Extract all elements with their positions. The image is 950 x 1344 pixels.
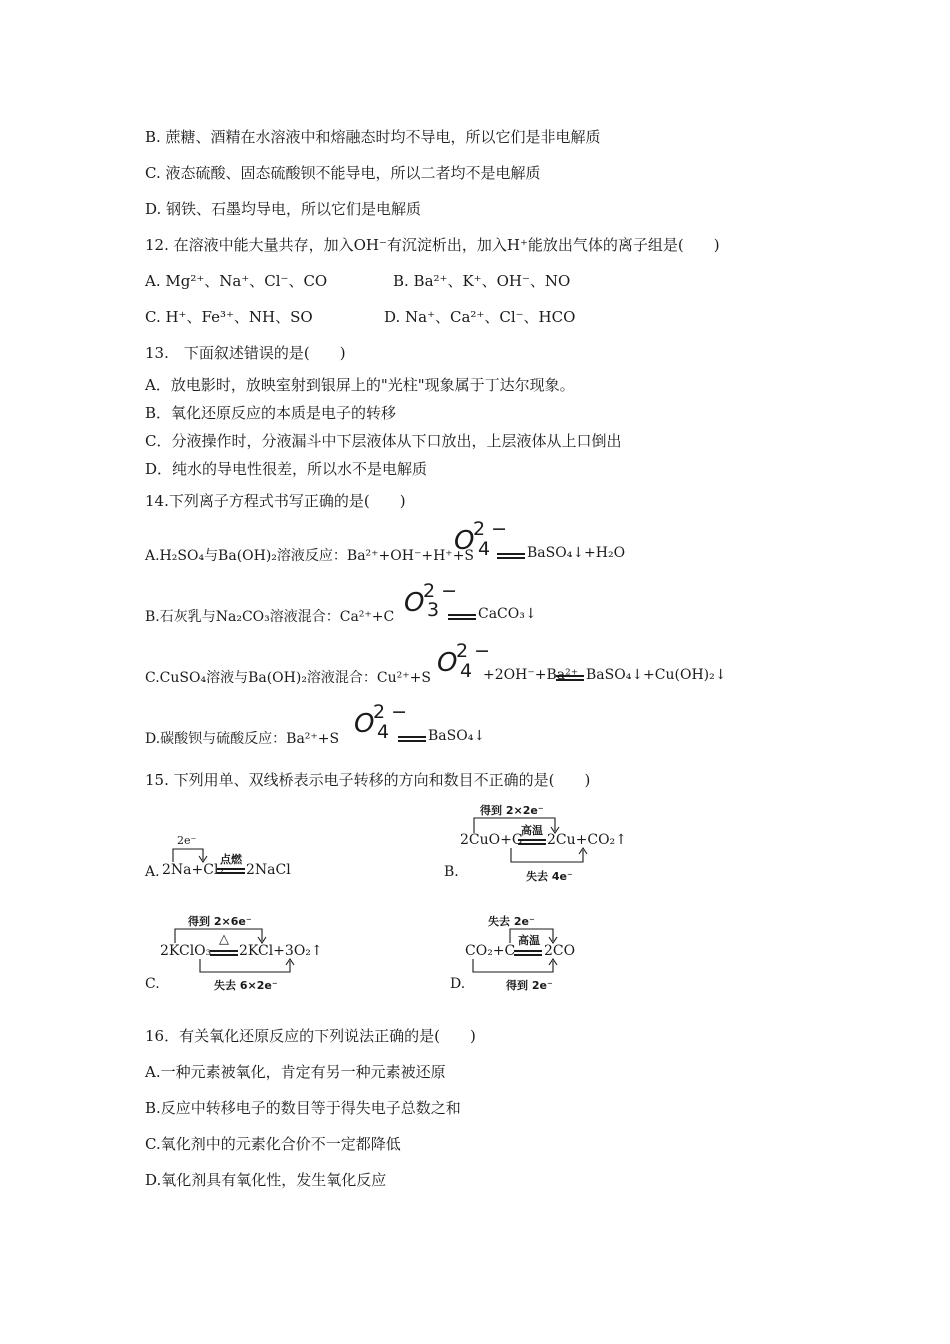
- q12-option-a: A. Mg²⁺、Na⁺、Cl⁻、CO: [145, 272, 328, 290]
- q14-c-right: BaSO₄↓+Cu(OH)₂↓: [586, 667, 727, 683]
- q15-a-condition: 点燃: [220, 853, 242, 866]
- q13-option-c: C．分液操作时，分液漏斗中下层液体从下口放出，上层液体从上口倒出: [145, 432, 622, 450]
- q15-b-product: 2Cu+CO₂↑: [547, 832, 627, 848]
- q15-d-bottom-label: 得到 2e⁻: [506, 979, 553, 992]
- q12-option-d: D. Na⁺、Ca²⁺、Cl⁻、HCO: [384, 308, 576, 326]
- q15-a-reactants: 2Na+Cl₂: [162, 862, 225, 878]
- q14-b-sub: 3: [427, 599, 440, 621]
- q14-c-mid: +2OH⁻+Ba²⁺: [483, 667, 579, 683]
- q15-stem: 15. 下列用单、双线桥表示电子转移的方向和数目不正确的是( ): [145, 771, 591, 789]
- q14-d-sub: 4: [377, 721, 390, 743]
- q15-a-product: 2NaCl: [246, 862, 291, 878]
- q15-b-condition: 高温: [521, 824, 543, 837]
- q14-d-left: D.碳酸钡与硫酸反应：Ba²⁺+S: [145, 731, 340, 747]
- q16-option-a: A.一种元素被氧化，肯定有另一种元素被还原: [145, 1063, 446, 1081]
- q15-a-label: A.: [145, 864, 160, 880]
- q11-option-b: B. 蔗糖、酒精在水溶液中和熔融态时均不导电，所以它们是非电解质: [145, 128, 601, 146]
- q15-c-product: 2KCl+3O₂↑: [239, 943, 323, 959]
- q14-c-big-o: O: [437, 648, 458, 678]
- q14-d-big-o: O: [354, 709, 375, 739]
- q16-stem: 16．有关氧化还原反应的下列说法正确的是( ): [145, 1027, 476, 1045]
- q15-c-bottom-label: 失去 6×2e⁻: [214, 979, 278, 992]
- q11-option-c: C. 液态硫酸、固态硫酸钡不能导电，所以二者均不是电解质: [145, 164, 541, 182]
- q15-d-label: D.: [450, 976, 466, 992]
- q15-d-reactants: CO₂+C: [465, 943, 516, 959]
- q14-d-charge: 2 −: [373, 701, 408, 723]
- q14-b-big-o: O: [404, 588, 425, 618]
- q15-d-product: 2CO: [544, 943, 576, 959]
- q13-option-b: B．氧化还原反应的本质是电子的转移: [145, 404, 397, 422]
- q15-d-equals: [514, 950, 542, 956]
- q15-b-top-label: 得到 2×2e⁻: [480, 804, 544, 817]
- q14-c-charge: 2 −: [456, 640, 491, 662]
- q15-d-top-label: 失去 2e⁻: [488, 915, 535, 928]
- q15-a-top-label: 2e⁻: [177, 834, 197, 847]
- q15-d-condition: 高温: [518, 934, 540, 947]
- q16-option-d: D.氧化剂具有氧化性，发生氧化反应: [145, 1171, 387, 1189]
- q13-stem: 13. 下面叙述错误的是( ): [145, 344, 346, 362]
- q14-d-right: BaSO₄↓: [428, 728, 486, 744]
- q13-option-a: A．放电影时，放映室射到银屏上的"光柱"现象属于丁达尔现象。: [145, 376, 575, 394]
- q14-b-charge: 2 −: [423, 580, 458, 602]
- q14-stem: 14.下列离子方程式书写正确的是( ): [145, 492, 406, 510]
- q14-a-sub: 4: [478, 538, 491, 560]
- q14-b-right: CaCO₃↓: [478, 606, 537, 622]
- q15-b-reactants: 2CuO+C: [460, 832, 523, 848]
- q15-b-label: B.: [444, 864, 459, 880]
- q14-b-left: B.石灰乳与Na₂CO₃溶液混合：Ca²⁺+C: [145, 609, 395, 625]
- q15-b-bottom-label: 失去 4e⁻: [526, 870, 573, 883]
- q15-c-reactants: 2KClO₃: [160, 943, 212, 959]
- q14-c-left: C.CuSO₄溶液与Ba(OH)₂溶液混合：Cu²⁺+S: [145, 670, 431, 686]
- q11-option-d: D. 钢铁、石墨均导电，所以它们是电解质: [145, 200, 422, 218]
- q15-c-condition: △: [219, 932, 229, 947]
- q16-option-b: B.反应中转移电子的数目等于得失电子总数之和: [145, 1099, 461, 1117]
- q14-a-right: BaSO₄↓+H₂O: [527, 545, 626, 561]
- q15-c-label: C.: [145, 976, 160, 992]
- q15-c-top-label: 得到 2×6e⁻: [188, 915, 252, 928]
- q14-a-big-o: O: [454, 526, 475, 556]
- q14-c-sub: 4: [460, 660, 473, 682]
- q16-option-c: C.氧化剂中的元素化合价不一定都降低: [145, 1135, 401, 1153]
- q12-option-c: C. H⁺、Fe³⁺、NH、SO: [145, 308, 313, 326]
- q13-option-d: D．纯水的导电性很差，所以水不是电解质: [145, 460, 428, 478]
- q12-option-b: B. Ba²⁺、K⁺、OH⁻、NO: [393, 272, 571, 290]
- q14-a-left: A.H₂SO₄与Ba(OH)₂溶液反应：Ba²⁺+OH⁻+H⁺+S: [145, 548, 475, 564]
- q14-a-charge: 2 −: [473, 518, 508, 540]
- q12-stem: 12. 在溶液中能大量共存，加入OH⁻有沉淀析出，加入H⁺能放出气体的离子组是( ): [145, 236, 720, 254]
